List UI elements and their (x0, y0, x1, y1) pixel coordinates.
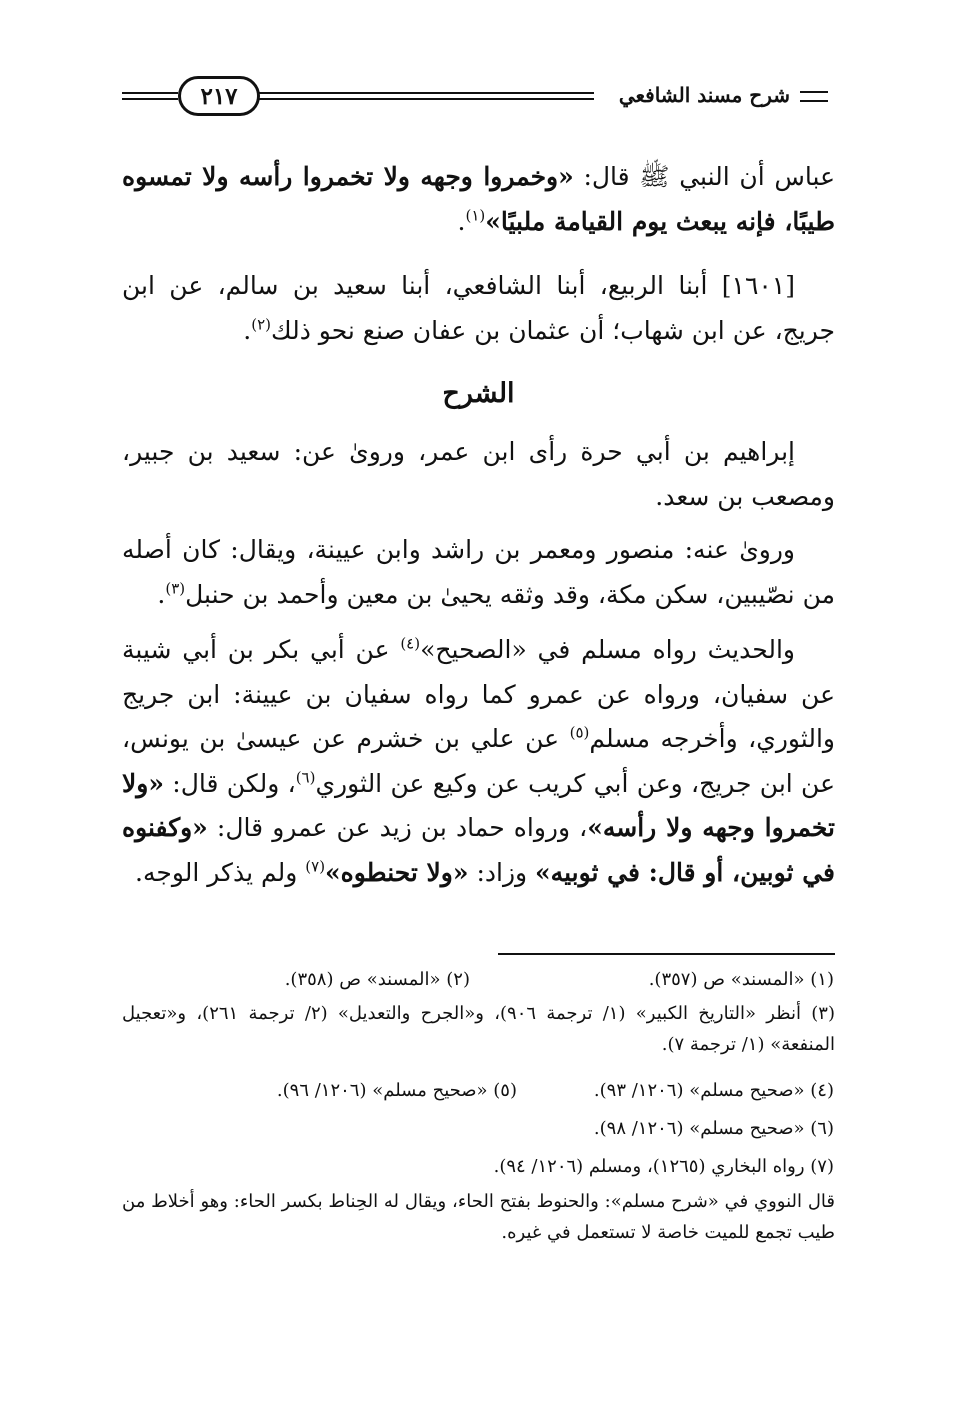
commentary-text: عن علي بن خشرم عن عيسىٰ بن يونس، عن ابن جريج، وعن أبي كريب عن وكيع عن الثوري (122, 724, 835, 798)
footnote-7: (٧) رواه البخاري (١٢٦٥)، ومسلم (١٢٠٦/ ٩٤). (493, 1156, 834, 1177)
commentary-text: عن أبي بكر بن أبي شيبة عن سفيان، ورواه عن عمرو كما رواه سفيان بن عيينة: ابن جريج والثوري، وأخرجه مسلم (122, 635, 835, 753)
footnote-separator (498, 953, 835, 955)
footnote-4: (٤) «صحيح مسلم» (١٢٠٦/ ٩٣). (593, 1080, 834, 1101)
book-title-header (619, 80, 828, 110)
hadith-quote: «ولا تخمروا وجهه ولا رأسه» (122, 768, 835, 842)
hadith-quote: «وخمروا وجهه ولا تخمروا رأسه ولا تمسوه طيبًا، فإنه يبعث يوم القيامة ملبيًا» (122, 162, 835, 236)
hadith-1601 (122, 264, 835, 353)
footnote-5: (٥) «صحيح مسلم» (١٢٠٦/ ٩٦). (276, 1080, 517, 1101)
commentary-text: ، ولكن قال: (163, 768, 296, 798)
footnote-ref: (١) (465, 206, 486, 225)
hadith-quote: «وكفنوه في ثوبين، أو قال: في ثوبيه» (122, 813, 835, 887)
header-rule-left (122, 92, 178, 100)
punctuation: . (157, 579, 166, 609)
footnote-3: (٣) أنظر «التاريخ الكبير» (١/ ترجمة ٩٠٦)، و«الجرح والتعديل» (٢/ ترجمة ٢٦١)، و«تعجيل المنفعة» (١/ ترجمة ٧). (122, 1003, 835, 1055)
footnote-1: (١) «المسند» ص (٣٥٧). (648, 969, 834, 990)
punctuation: . (243, 315, 252, 345)
commentary-text: ، ورواه حماد بن زيد عن عمرو قال: (207, 813, 588, 842)
punctuation: . (457, 206, 466, 236)
book-title: شرح مسند الشافعي (618, 83, 790, 107)
hadith-text: عباس أن النبي ﷺ قال: (573, 162, 835, 191)
section-heading: الشرح (442, 378, 515, 409)
hadith-continuation (122, 155, 835, 244)
footnote-ref: (٢) (251, 315, 272, 334)
header-rule (250, 92, 594, 100)
commentary-paragraph (122, 528, 835, 617)
header-ornament (800, 91, 828, 102)
footnote-ref: (٧) (305, 857, 326, 876)
commentary-text: وروىٰ عنه: منصور ومعمر بن راشد وابن عيينة، ويقال: كان أصله من نصّيبين، سكن مكة، وقد وثقه يحيىٰ بن معين وأحمد بن حنبل (122, 535, 835, 609)
footnote-ref: (٦) (295, 768, 316, 787)
page-number-frame (178, 76, 260, 116)
hadith-quote: «ولا تحنطوه» (325, 857, 469, 887)
commentary-text: ولم يذكر الوجه. (135, 857, 306, 887)
footnote-6: (٦) «صحيح مسلم» (١٢٠٦/ ٩٨). (593, 1118, 834, 1139)
commentary-text: وزاد: (468, 857, 536, 887)
footnote-ref: (٤) (400, 634, 421, 653)
footnote-ref: (٥) (569, 723, 590, 742)
page-number: ٢١٧ (200, 82, 238, 110)
commentary-paragraph: إبراهيم بن أبي حرة رأى ابن عمر، وروىٰ عن: سعيد بن جبير، ومصعب بن سعد. (122, 437, 835, 511)
footnote-ref: (٣) (165, 579, 186, 598)
running-header (122, 70, 834, 126)
commentary-text: والحديث رواه مسلم في «الصحيح» (420, 635, 795, 664)
footnote-7-note: قال النووي في «شرح مسلم»: والحنوط بفتح الحاء، ويقال له الحِناط بكسر الحاء: وهو أخلاط من طيب تجمع للميت خاصة لا تستعمل في غيره. (122, 1191, 835, 1243)
hadith-text: [١٦٠١] أبنا الربيع، أبنا الشافعي، أبنا سعيد بن سالم، عن ابن جريج، عن ابن شهاب؛ أن عثمان بن عفان صنع نحو ذلك (122, 271, 835, 345)
footnote-2: (٢) «المسند» ص (٣٥٨). (284, 969, 470, 990)
commentary-paragraph (122, 628, 835, 895)
